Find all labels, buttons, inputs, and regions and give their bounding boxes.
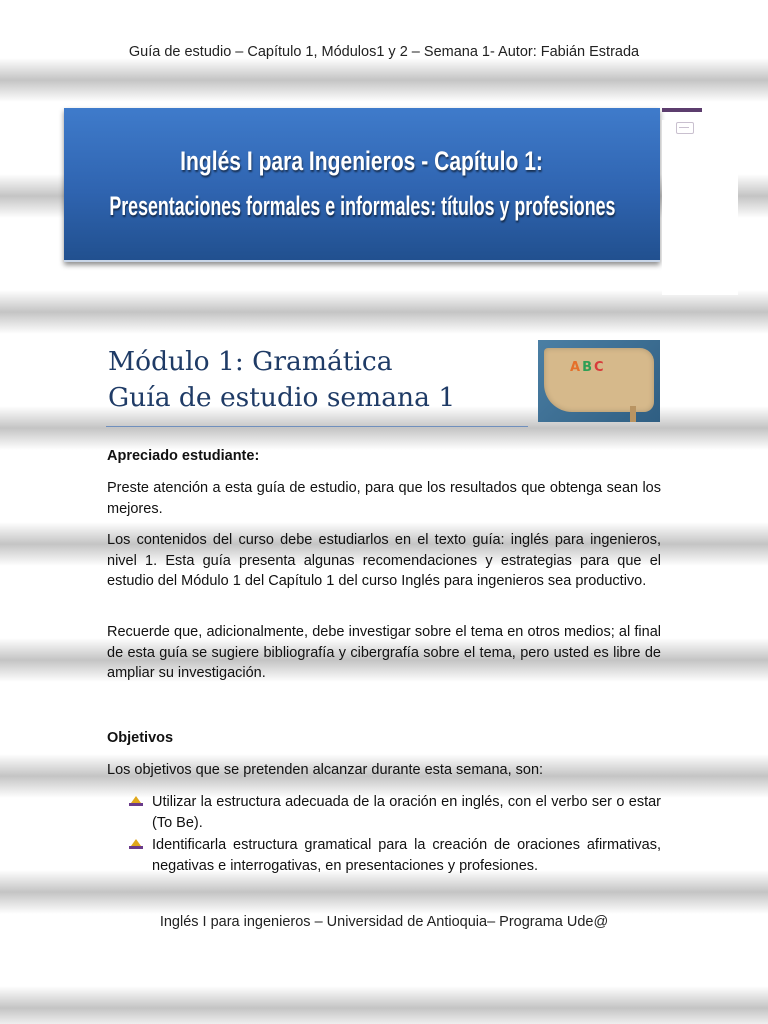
- paragraph-1: Preste atención a esta guía de estudio, para que los resultados que obtenga sean los mejores.: [107, 480, 661, 517]
- wooden-board: [544, 348, 654, 412]
- list-item: [128, 792, 661, 833]
- banner-title-line2: Presentaciones formales e informales: títulos y profesiones: [108, 191, 616, 221]
- side-accent-bar: [662, 108, 702, 112]
- greeting: Apreciado estudiante:: [107, 448, 260, 464]
- bullet-icon: [128, 835, 152, 855]
- letter-a: A: [570, 360, 583, 375]
- page-header: Guía de estudio – Capítulo 1, Módulos1 y 2 – Semana 1- Autor: Fabián Estrada: [128, 44, 640, 60]
- banner-title-line1: Inglés I para Ingenieros - Capítulo 1:: [180, 146, 544, 176]
- objectives-heading: Objetivos: [107, 730, 174, 746]
- objective-text: Identificarla estructura gramatical para la creación de oraciones afirmativas, negativas e interrogativas, en presentaciones y profesiones.: [152, 837, 661, 874]
- letter-b: B: [582, 360, 594, 375]
- letter-c: C: [593, 360, 606, 375]
- module-title-line1: Módulo 1: Gramática: [108, 346, 393, 377]
- title-divider: [106, 426, 528, 427]
- chapter-banner: [64, 108, 660, 262]
- module-title: [108, 344, 455, 416]
- abc-letters: [570, 360, 606, 375]
- page-footer: Inglés I para ingenieros – Universidad de Antioquia– Programa Ude@: [159, 914, 609, 930]
- bullet-icon: [128, 792, 152, 812]
- list-item: [128, 835, 661, 876]
- abc-board-image: [538, 340, 660, 422]
- tab-icon: [676, 122, 694, 134]
- side-panel: [662, 120, 738, 295]
- objectives-intro: Los objetivos que se pretenden alcanzar durante esta semana, son:: [107, 762, 544, 778]
- module-title-line2: Guía de estudio semana 1: [108, 382, 456, 413]
- objectives-list: [128, 792, 661, 878]
- paragraph-3: Recuerde que, adicionalmente, debe investigar sobre el tema en otros medios; al final de esta guía se sugiere bibliografía y cibergrafía sobre el tema, pero usted es libre de ampliar su investigación.: [107, 624, 661, 681]
- board-stick: [630, 406, 636, 422]
- objective-text: Utilizar la estructura adecuada de la oración en inglés, con el verbo ser o estar (To Be).: [152, 794, 661, 831]
- paragraph-2: Los contenidos del curso debe estudiarlos en el texto guía: inglés para ingenieros, nivel 1. Esta guía presenta algunas recomendaciones y estrategias para que el estudio del Módulo 1 del Capítulo 1 del curso Inglés para ingenieros sea productivo.: [107, 532, 661, 589]
